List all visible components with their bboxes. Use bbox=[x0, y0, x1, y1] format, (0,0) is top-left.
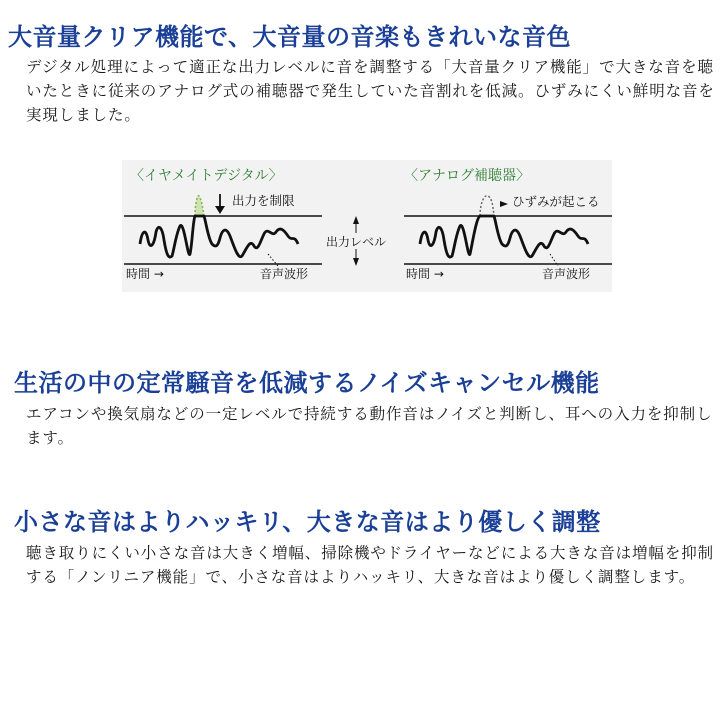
waveform-label-digital: 音声波形 bbox=[260, 267, 309, 281]
analog-heading: 〈アナログ補聴器〉 bbox=[404, 168, 530, 184]
section-body-noise-cancel: エアコンや換気扇などの一定レベルで持続する動作音はノイズと判断し、耳への入力を抑制します。 bbox=[26, 405, 713, 447]
section-body-nonlinear: 聴き取りにくい小さな音は大きく増幅、掃除機やドライヤーなどによる大きな音は増幅を抑制する「ノンリニア機能」で、小さな音はよりハッキリ、大きな音はより優しく調整します。 bbox=[26, 544, 715, 586]
section-body-loud-clear: デジタル処理によって適正な出力レベルに音を調整する「大音量クリア機能」で大きな音を聴いたときに従来のアナログ式の補聴器で発生していた音割れを低減。ひずみにくい鮮明な音を実現しました。 bbox=[26, 58, 715, 124]
distortion-arrow-head bbox=[500, 201, 508, 207]
time-label-digital: 時間 → bbox=[126, 267, 164, 281]
distortion-label: ひずみが起こる bbox=[512, 194, 600, 209]
distorted-peak-analog bbox=[480, 196, 494, 216]
output-level-arrow-down bbox=[353, 258, 359, 266]
limit-label: 出力を制限 bbox=[232, 193, 295, 208]
waveform-analog bbox=[420, 216, 588, 257]
section-title-nonlinear: 小さな音はよりハッキリ、大きな音はより優しく調整 bbox=[14, 508, 601, 536]
output-level-arrow-up bbox=[353, 216, 359, 224]
section-title-noise-cancel: 生活の中の定常騒音を低減するノイズキャンセル機能 bbox=[14, 369, 600, 397]
clipped-peak-digital bbox=[195, 196, 204, 216]
output-level-label: 出力レベル bbox=[325, 235, 387, 249]
section-title-loud-clear: 大音量クリア機能で、大音量の音楽もきれいな音色 bbox=[8, 23, 572, 51]
waveform-label-analog: 音声波形 bbox=[542, 267, 591, 281]
output-level-diagram bbox=[122, 160, 612, 292]
digital-heading: 〈イヤメイトデジタル〉 bbox=[130, 168, 283, 184]
waveform-digital bbox=[140, 216, 298, 257]
limit-arrow-head bbox=[215, 206, 225, 214]
time-label-analog: 時間 → bbox=[406, 267, 444, 281]
